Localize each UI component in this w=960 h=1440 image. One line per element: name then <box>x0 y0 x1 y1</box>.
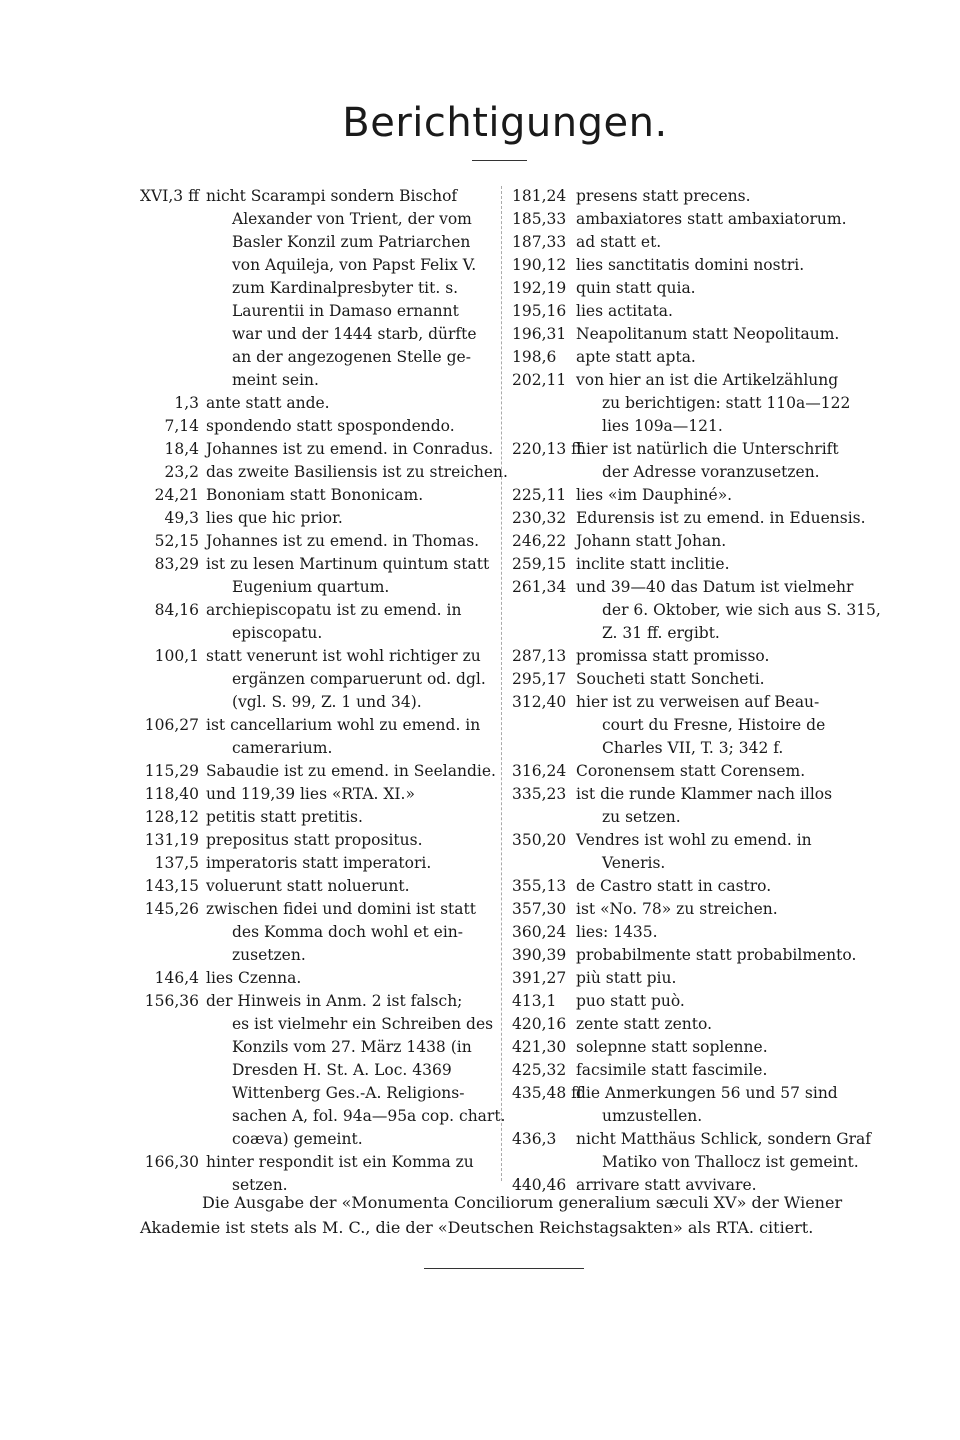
page-line-ref: 195,16 <box>512 302 567 320</box>
page-line-ref: 23,2 <box>164 463 199 481</box>
correction-entry <box>512 1036 857 1059</box>
correction-text <box>576 944 857 967</box>
correction-text <box>206 645 494 714</box>
correction-entry <box>140 852 494 875</box>
correction-entry <box>512 783 857 829</box>
correction-line: lies 109a—121. <box>602 417 723 435</box>
page-line-ref: 413,1 <box>512 992 557 1010</box>
correction-text <box>576 645 857 668</box>
page-line-ref: 360,24 <box>512 923 567 941</box>
correction-entry <box>140 990 506 1151</box>
correction-text <box>576 1082 857 1128</box>
correction-text <box>576 277 857 300</box>
correction-line: statt venerunt ist wohl richtiger zu <box>206 647 481 665</box>
right-column <box>512 185 881 1197</box>
correction-entry <box>512 438 857 484</box>
correction-entry <box>512 944 857 967</box>
page-line-ref: 259,15 <box>512 555 567 573</box>
correction-line: Johannes ist zu emend. in Thomas. <box>206 532 480 550</box>
correction-entry <box>512 668 857 691</box>
correction-text <box>206 415 494 438</box>
correction-line: ad statt et. <box>576 233 662 251</box>
page-line-ref: 84,16 <box>154 601 199 619</box>
correction-entry <box>512 346 857 369</box>
correction-entry <box>512 691 857 760</box>
correction-line: von Aquileja, von Papst Felix V. <box>232 256 477 274</box>
correction-line: Wittenberg Ges.-A. Religions- <box>232 1084 465 1102</box>
correction-line: des Komma doch wohl et ein- <box>232 923 464 941</box>
correction-text <box>206 714 494 760</box>
correction-line: hier ist natürlich die Unterschrift <box>576 440 839 458</box>
page-line-ref: 181,24 <box>512 187 567 205</box>
correction-line: Sabaudie ist zu emend. in Seelandie. <box>206 762 496 780</box>
page-line-ref: 391,27 <box>512 969 567 987</box>
correction-line: sachen A, fol. 94a—95a cop. chart. <box>232 1107 506 1125</box>
correction-line: imperatoris statt imperatori. <box>206 854 432 872</box>
correction-entry <box>140 645 494 714</box>
correction-text <box>576 1013 857 1036</box>
page-title: Berichtigungen. <box>342 100 668 146</box>
page-line-ref: 287,13 <box>512 647 567 665</box>
page-line-ref: 220,13 ff. <box>512 440 587 458</box>
correction-line: Neapolitanum statt Neopolitaum. <box>576 325 840 343</box>
correction-line: archiepiscopatu ist zu emend. in <box>206 601 462 619</box>
correction-line: Charles VII, T. 3; 342 f. <box>602 739 784 757</box>
correction-line: setzen. <box>232 1176 288 1194</box>
correction-line: Edurensis ist zu emend. in Eduensis. <box>576 509 866 527</box>
page-line-ref: 390,39 <box>512 946 567 964</box>
correction-text <box>576 185 857 208</box>
correction-line: lies actitata. <box>576 302 673 320</box>
correction-text <box>206 185 494 392</box>
correction-entry <box>512 760 857 783</box>
correction-line: Soucheti statt Soncheti. <box>576 670 765 688</box>
page-line-ref: 100,1 <box>154 647 199 665</box>
correction-line: presens statt precens. <box>576 187 751 205</box>
page-line-ref: 137,5 <box>154 854 199 872</box>
correction-line: de Castro statt in castro. <box>576 877 772 895</box>
correction-text <box>206 599 494 645</box>
correction-entry <box>512 921 857 944</box>
correction-entry <box>512 277 857 300</box>
correction-text <box>576 1059 857 1082</box>
correction-text <box>206 898 494 967</box>
column-divider <box>501 186 502 1181</box>
correction-text <box>206 530 494 553</box>
correction-line: zente statt zento. <box>576 1015 712 1033</box>
correction-line: zum Kardinalpresbyter tit. s. <box>232 279 459 297</box>
correction-line: Eugenium quartum. <box>232 578 390 596</box>
page-line-ref: 52,15 <box>154 532 199 550</box>
correction-line: (vgl. S. 99, Z. 1 und 34). <box>232 693 422 711</box>
correction-line: promissa statt promisso. <box>576 647 770 665</box>
page-line-ref: 7,14 <box>164 417 199 435</box>
correction-line: inclite statt inclitie. <box>576 555 730 573</box>
correction-line: lies «im Dauphiné». <box>576 486 733 504</box>
correction-line: solepnne statt soplenne. <box>576 1038 768 1056</box>
correction-line: coæva) gemeint. <box>232 1130 363 1148</box>
correction-entry <box>140 553 494 599</box>
correction-text <box>576 530 857 553</box>
correction-line: Dresden H. St. A. Loc. 4369 <box>232 1061 452 1079</box>
correction-text <box>576 507 866 530</box>
left-column <box>140 185 508 1197</box>
correction-line: apte statt apta. <box>576 348 696 366</box>
correction-text <box>576 691 857 760</box>
page-line-ref: 18,4 <box>164 440 199 458</box>
correction-line: Alexander von Trient, der vom <box>232 210 472 228</box>
page-line-ref: 118,40 <box>144 785 199 803</box>
correction-line: Konzils vom 27. März 1438 (in <box>232 1038 472 1056</box>
correction-entry <box>512 576 881 645</box>
correction-entry <box>512 1128 871 1174</box>
correction-line: Matiko von Thallocz ist gemeint. <box>602 1153 859 1171</box>
correction-text <box>576 829 857 875</box>
correction-entry <box>140 484 494 507</box>
correction-text <box>206 990 505 1151</box>
correction-line: zusetzen. <box>232 946 306 964</box>
page-line-ref: 420,16 <box>512 1015 567 1033</box>
correction-entry <box>512 645 857 668</box>
correction-entry <box>512 990 857 1013</box>
correction-entry <box>512 530 857 553</box>
correction-entry <box>512 507 866 530</box>
correction-entry <box>140 898 494 967</box>
correction-line: petitis statt pretitis. <box>206 808 363 826</box>
correction-line: und 39—40 das Datum ist vielmehr <box>576 578 854 596</box>
correction-line: episcopatu. <box>232 624 323 642</box>
correction-text <box>576 898 857 921</box>
page-line-ref: 202,11 <box>512 371 567 389</box>
correction-line: zu setzen. <box>602 808 681 826</box>
correction-text <box>206 967 494 990</box>
correction-line: war und der 1444 starb, dürfte <box>232 325 477 343</box>
correction-line: court du Fresne, Histoire de <box>602 716 826 734</box>
correction-line: lies sanctitatis domini nostri. <box>576 256 805 274</box>
correction-line: puo statt può. <box>576 992 685 1010</box>
correction-line: probabilmente statt probabilmento. <box>576 946 857 964</box>
correction-text <box>206 852 494 875</box>
page-line-ref: 246,22 <box>512 532 567 550</box>
correction-text <box>206 484 494 507</box>
correction-line: an der angezogenen Stelle ge- <box>232 348 471 366</box>
page-line-ref: 355,13 <box>512 877 567 895</box>
correction-line: Coronensem statt Corensem. <box>576 762 806 780</box>
page-line-ref: 115,29 <box>144 762 199 780</box>
correction-text <box>576 990 857 1013</box>
correction-text <box>576 1128 871 1174</box>
correction-entry <box>512 484 857 507</box>
correction-line: zu berichtigen: statt 110a—122 <box>602 394 851 412</box>
page-line-ref: 436,3 <box>512 1130 557 1148</box>
correction-line: Vendres ist wohl zu emend. in <box>576 831 812 849</box>
correction-line: es ist vielmehr ein Schreiben des <box>232 1015 494 1033</box>
correction-entry <box>140 806 494 829</box>
page-line-ref: 421,30 <box>512 1038 567 1056</box>
correction-line: Johannes ist zu emend. in Conradus. <box>206 440 494 458</box>
correction-entry <box>512 875 857 898</box>
correction-line: ante statt ande. <box>206 394 330 412</box>
correction-line: lies: 1435. <box>576 923 658 941</box>
correction-line: Laurentii in Damaso ernannt <box>232 302 459 320</box>
page-line-ref: 156,36 <box>144 992 199 1010</box>
page-line-ref: 316,24 <box>512 762 567 780</box>
correction-line: ist die runde Klammer nach illos <box>576 785 833 803</box>
page-line-ref: 225,11 <box>512 486 567 504</box>
correction-line: camerarium. <box>232 739 333 757</box>
page-line-ref: 435,48 ff <box>512 1084 583 1102</box>
correction-entry <box>512 369 857 438</box>
correction-text <box>576 369 857 438</box>
correction-entry <box>512 829 857 875</box>
correction-text <box>576 921 857 944</box>
correction-line: ist cancellarium wohl zu emend. in <box>206 716 481 734</box>
correction-line: quin statt quia. <box>576 279 696 297</box>
correction-entry <box>140 507 494 530</box>
correction-text <box>576 438 857 484</box>
correction-text <box>576 323 857 346</box>
correction-entry <box>140 967 494 990</box>
correction-text <box>576 208 857 231</box>
correction-line: hinter respondit ist ein Komma zu <box>206 1153 474 1171</box>
correction-line: der 6. Oktober, wie sich aus S. 315, <box>602 601 881 619</box>
correction-line: Bononiam statt Bononicam. <box>206 486 424 504</box>
correction-line: Z. 31 ff. ergibt. <box>602 624 720 642</box>
correction-entry <box>140 760 494 783</box>
correction-line: der Adresse voranzusetzen. <box>602 463 820 481</box>
page-line-ref: 198,6 <box>512 348 557 366</box>
correction-text <box>576 231 857 254</box>
correction-line: umzustellen. <box>602 1107 703 1125</box>
page-line-ref: 425,32 <box>512 1061 567 1079</box>
page-line-ref: 357,30 <box>512 900 567 918</box>
page-line-ref: 131,19 <box>144 831 199 849</box>
correction-line: die Anmerkungen 56 und 57 sind <box>576 1084 838 1102</box>
page-line-ref: 146,4 <box>154 969 199 987</box>
correction-text <box>576 484 857 507</box>
correction-entry <box>512 1013 857 1036</box>
correction-text <box>206 507 494 530</box>
correction-text <box>206 875 494 898</box>
correction-text <box>576 254 857 277</box>
correction-line: arrivare statt avvivare. <box>576 1176 757 1194</box>
correction-text <box>576 760 857 783</box>
footer-rule <box>424 1268 584 1269</box>
correction-text <box>206 783 494 806</box>
correction-text <box>576 875 857 898</box>
correction-line: ist «No. 78» zu streichen. <box>576 900 778 918</box>
page-line-ref: 166,30 <box>144 1153 199 1171</box>
correction-entry <box>512 1059 857 1082</box>
correction-text <box>206 461 508 484</box>
correction-line: meint sein. <box>232 371 319 389</box>
page-line-ref: 145,26 <box>144 900 199 918</box>
correction-line: Veneris. <box>602 854 666 872</box>
correction-text <box>206 553 494 599</box>
footer-line-1: Die Ausgabe der «Monumenta Conciliorum generalium sæculi XV» der Wiener <box>202 1193 843 1212</box>
correction-text <box>206 806 494 829</box>
correction-line: voluerunt statt noluerunt. <box>206 877 410 895</box>
correction-text <box>576 346 857 369</box>
correction-line: prepositus statt propositus. <box>206 831 423 849</box>
correction-line: der Hinweis in Anm. 2 ist falsch; <box>206 992 463 1010</box>
correction-line: nicht Scarampi sondern Bischof <box>206 187 458 205</box>
correction-line: facsimile statt fascimile. <box>576 1061 768 1079</box>
page-line-ref: 187,33 <box>512 233 567 251</box>
page-line-ref: 49,3 <box>164 509 199 527</box>
page-line-ref: 196,31 <box>512 325 567 343</box>
correction-line: und 119,39 lies «RTA. XI.» <box>206 785 415 803</box>
page-line-ref: 83,29 <box>154 555 199 573</box>
page-line-ref: 143,15 <box>144 877 199 895</box>
page-line-ref: 295,17 <box>512 670 567 688</box>
correction-entry <box>140 829 494 852</box>
page-line-ref: 106,27 <box>144 716 199 734</box>
correction-entry <box>140 438 494 461</box>
page-line-ref: 230,32 <box>512 509 567 527</box>
page-line-ref: 1,3 <box>174 394 199 412</box>
correction-text <box>576 783 857 829</box>
correction-line: ist zu lesen Martinum quintum statt <box>206 555 490 573</box>
correction-entry <box>512 898 857 921</box>
page-line-ref: 335,23 <box>512 785 567 803</box>
correction-line: das zweite Basiliensis ist zu streichen. <box>206 463 508 481</box>
page-line-ref: 128,12 <box>144 808 199 826</box>
correction-line: nicht Matthäus Schlick, sondern Graf <box>576 1130 871 1148</box>
correction-text <box>576 300 857 323</box>
correction-entry <box>512 553 857 576</box>
title-rule <box>472 160 527 161</box>
correction-line: più statt piu. <box>576 969 677 987</box>
footer-line-2: Akademie ist stets als M. C., die der «Deutschen Reichstagsakten» als RTA. citiert. <box>140 1218 814 1237</box>
correction-entry <box>512 185 857 208</box>
page-line-ref: 192,19 <box>512 279 567 297</box>
correction-line: spondendo statt spospondendo. <box>206 417 455 435</box>
correction-entry <box>512 208 857 231</box>
correction-line: Johann statt Johan. <box>576 532 727 550</box>
correction-entry <box>140 783 494 806</box>
page-line-ref: 312,40 <box>512 693 567 711</box>
footer-note <box>140 1190 858 1240</box>
correction-text <box>576 967 857 990</box>
correction-entry <box>512 254 857 277</box>
correction-text <box>206 438 494 461</box>
page-line-ref: 190,12 <box>512 256 567 274</box>
correction-line: ambaxiatores statt ambaxiatorum. <box>576 210 847 228</box>
correction-text <box>206 392 494 415</box>
correction-entry <box>140 461 508 484</box>
correction-entry <box>140 185 494 392</box>
page-line-ref: 350,20 <box>512 831 567 849</box>
correction-entry <box>512 967 857 990</box>
page-line-ref: 440,46 <box>512 1176 567 1194</box>
page-line-ref: 185,33 <box>512 210 567 228</box>
correction-text <box>206 760 496 783</box>
correction-line: zwischen fidei und domini ist statt <box>206 900 476 918</box>
correction-text <box>576 553 857 576</box>
correction-text <box>576 576 881 645</box>
correction-entry <box>140 530 494 553</box>
correction-entry <box>140 599 494 645</box>
correction-line: hier ist zu verweisen auf Beau- <box>576 693 820 711</box>
correction-entry <box>140 392 494 415</box>
correction-entry <box>512 231 857 254</box>
correction-text <box>576 668 857 691</box>
page-line-ref: 261,34 <box>512 578 567 596</box>
correction-entry <box>512 1082 857 1128</box>
correction-entry <box>140 714 494 760</box>
correction-line: ergänzen comparuerunt od. dgl. <box>232 670 486 688</box>
correction-entry <box>512 323 857 346</box>
correction-text <box>576 1036 857 1059</box>
page-line-ref: 24,21 <box>154 486 199 504</box>
correction-line: Basler Konzil zum Patriarchen <box>232 233 471 251</box>
correction-line: von hier an ist die Artikelzählung <box>576 371 839 389</box>
page-line-ref: XVI,3 ff <box>140 187 200 205</box>
correction-entry <box>140 875 494 898</box>
correction-text <box>206 829 494 852</box>
correction-line: lies Czenna. <box>206 969 302 987</box>
correction-entry <box>140 415 494 438</box>
correction-entry <box>512 300 857 323</box>
correction-line: lies que hic prior. <box>206 509 343 527</box>
